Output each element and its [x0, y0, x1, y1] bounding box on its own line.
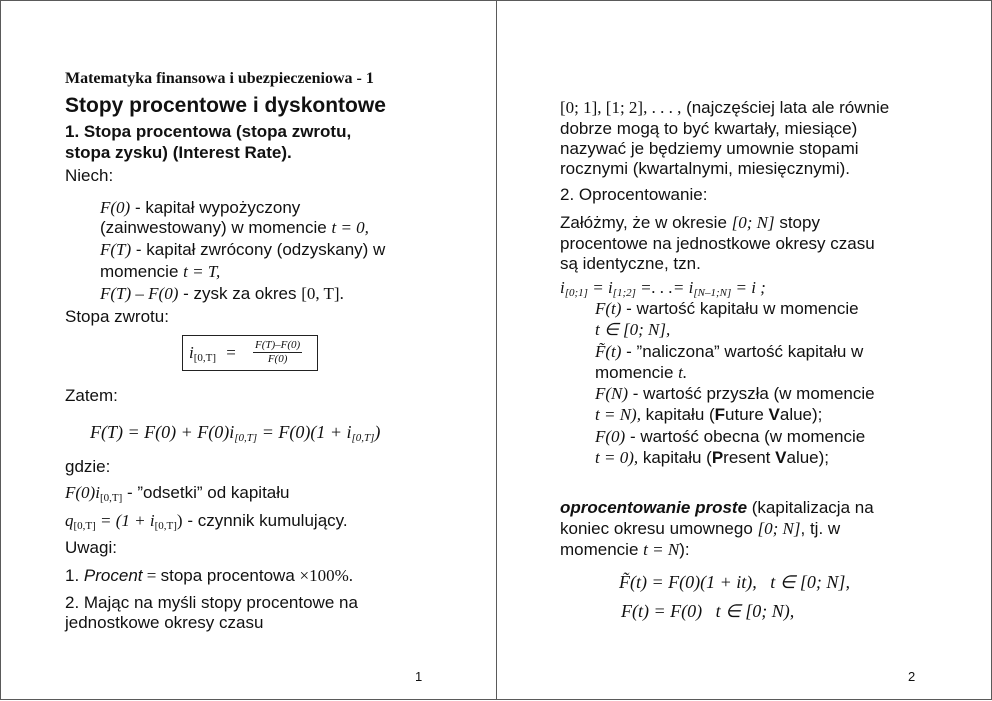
- math-expr: F(0): [100, 198, 131, 217]
- document-header: Matematyka finansowa i ubezpieczeniowa - 1: [65, 70, 374, 87]
- math-subscript: [0,T]: [73, 520, 96, 532]
- text-span: stopy: [774, 213, 820, 232]
- text-span: kapitału (: [640, 405, 715, 424]
- text-line: Stopa zwrotu:: [65, 307, 169, 326]
- document-page-2: [496, 0, 992, 700]
- text-span: (zainwestowany) w momencie: [100, 218, 332, 237]
- math-expr: = (1 + i: [95, 511, 155, 530]
- math-expr: t = T,: [183, 262, 221, 281]
- zalozmy-line: [560, 213, 820, 233]
- uwaga-1: [65, 566, 353, 586]
- text-span: 1.: [65, 566, 84, 585]
- continued-text: [560, 98, 889, 118]
- text-span: V: [768, 405, 780, 424]
- math-expr: ×100%.: [299, 566, 354, 585]
- display-formula: [90, 422, 380, 448]
- text-span: V: [775, 448, 787, 467]
- math-expr: [0; N]: [757, 519, 801, 538]
- text-span: resent: [723, 448, 776, 467]
- text-span: kapitału (: [638, 448, 712, 467]
- text-span: - wartość przyszła (w momencie: [628, 384, 875, 403]
- text-span: uture: [725, 405, 769, 424]
- text-span: P: [711, 448, 724, 467]
- text-line: gdzie:: [65, 457, 111, 476]
- math-expr: =. . .= i: [635, 278, 694, 297]
- math-expr: ): [374, 422, 381, 442]
- text-line: Zatem:: [65, 386, 118, 405]
- math-expr: F(0): [595, 427, 626, 446]
- math-expr: [0; 1], [1; 2], . . . ,: [560, 98, 682, 117]
- math-expr: = i ;: [731, 278, 766, 297]
- text-span: momencie: [560, 540, 644, 559]
- math-expr: i: [189, 343, 194, 362]
- section-heading-cont: stopa zysku) (Interest Rate).: [65, 143, 292, 162]
- fraction-numerator: F(T)–F(0): [255, 339, 301, 351]
- text-span: alue);: [779, 405, 823, 424]
- definition-f0: [100, 198, 300, 218]
- math-expr: t ∈ [0; N],: [595, 320, 671, 339]
- text-line: dobrze mogą to być kwartały, miesiące): [560, 119, 858, 138]
- math-expr: t = N),: [595, 405, 641, 424]
- text-span: momencie: [595, 363, 679, 382]
- math-expr: F(T): [100, 240, 132, 259]
- boxed-formula: [182, 335, 318, 371]
- math-expr: [0; N]: [731, 213, 775, 232]
- math-expr: F(0)i: [65, 483, 100, 502]
- text-line: procentowe na jednostkowe okresy czasu: [560, 234, 875, 253]
- text-span: - zysk za okres: [178, 284, 302, 303]
- math-expr: F(t): [595, 299, 622, 318]
- fraction-denominator: F(0): [267, 353, 288, 365]
- text-span: (kapitalizacja na: [747, 498, 874, 517]
- text-span: oprocentowanie proste: [560, 498, 748, 517]
- page-title: Stopy procentowe i dyskontowe: [65, 94, 386, 117]
- definition-fT-cont: [100, 262, 220, 282]
- text-span: Procent: [83, 566, 143, 585]
- text-span: stopa procentowa: [160, 566, 300, 585]
- proste-line-3: [560, 540, 690, 560]
- section-heading: 2. Oprocentowanie:: [560, 185, 708, 204]
- math-expr: = i: [587, 278, 613, 297]
- uwaga-2-cont: jednostkowe okresy czasu: [65, 613, 264, 632]
- math-subscript: [1;2]: [612, 287, 636, 299]
- text-span: - kapitał wypożyczony: [130, 198, 301, 217]
- text-span: - ”odsetki” od kapitału: [122, 483, 290, 502]
- section-heading: 1. Stopa procentowa (stopa zwrotu,: [65, 122, 352, 141]
- definition-fn: [595, 384, 875, 404]
- math-expr: F(N): [595, 384, 629, 403]
- display-formula-2: F(t) = F(0) t ∈ [0; N),: [621, 601, 795, 621]
- text-span: - czynnik kumulujący.: [182, 511, 348, 530]
- math-subscript: [0;1]: [564, 287, 588, 299]
- page-number: 1: [415, 669, 423, 684]
- text-span: momencie: [100, 262, 184, 281]
- definition-ftilde: [595, 342, 863, 362]
- proste-line-2: [560, 519, 840, 539]
- text-span: , tj. w: [800, 519, 841, 538]
- math-expr: [0, T].: [301, 284, 344, 303]
- text-span: ):: [679, 540, 690, 559]
- math-subscript: [0,T]: [99, 492, 123, 504]
- text-line: są identyczne, tzn.: [560, 254, 701, 273]
- math-expr: = F(0)(1 + i: [257, 422, 352, 442]
- math-expr: ): [176, 511, 183, 530]
- math-expr: F(T) – F(0): [100, 284, 179, 303]
- definition-ft: [595, 299, 859, 319]
- text-span: alue);: [786, 448, 830, 467]
- definition-f0-cont: [595, 448, 829, 468]
- text-span: (najczęściej lata ale równie: [681, 98, 890, 117]
- text-line: Niech:: [65, 166, 114, 185]
- math-expr: t = 0,: [331, 218, 369, 237]
- math-expr: t = N: [643, 540, 680, 559]
- uwaga-2: 2. Mając na myśli stopy procentowe na: [65, 593, 358, 612]
- fraction: [253, 339, 302, 366]
- math-expr: F(T) = F(0) + F(0)i: [90, 422, 235, 442]
- page-number: 2: [908, 669, 916, 684]
- definition-fT: [100, 240, 385, 260]
- definition-f0: [595, 427, 865, 447]
- text-span: Załóżmy, że w okresie: [560, 213, 732, 232]
- display-formula-1: F̃(t) = F(0)(1 + it), t ∈ [0; N],: [619, 572, 850, 592]
- text-span: - wartość obecna (w momencie: [625, 427, 866, 446]
- math-expr: q: [65, 511, 74, 530]
- math-subscript: [0,T]: [351, 432, 375, 444]
- definition-ftilde-cont: [595, 363, 687, 383]
- math-subscript: [0,T]: [154, 520, 177, 532]
- odsetki-line: [65, 483, 289, 508]
- math-eq: =: [226, 343, 236, 362]
- math-expr: i: [560, 278, 565, 297]
- text-line: Uwagi:: [65, 538, 117, 557]
- text-span: - wartość kapitału w momencie: [621, 299, 859, 318]
- text-line: rocznymi (kwartalnymi, miesięcznymi).: [560, 159, 850, 178]
- math-subscript: [0,T]: [234, 432, 258, 444]
- czynnik-line: [65, 511, 348, 536]
- math-subscript: [0,T]: [193, 352, 217, 364]
- math-expr: F̃(t): [595, 342, 622, 361]
- text-line: nazywać je będziemy umownie stopami: [560, 139, 859, 158]
- proste-line: [560, 498, 874, 518]
- text-span: F: [714, 405, 726, 424]
- text-span: - ”naliczona” wartość kapitału w: [621, 342, 864, 361]
- math-eq: =: [142, 566, 161, 585]
- definition-fn-cont: [595, 405, 822, 425]
- text-span: - kapitał zwrócony (odzyskany) w: [131, 240, 386, 259]
- text-span: koniec okresu umownego: [560, 519, 758, 538]
- math-expr: t = 0),: [595, 448, 639, 467]
- definition-f0-cont: [100, 218, 369, 238]
- math-expr: t.: [678, 363, 688, 382]
- math-subscript: [N–1;N]: [693, 287, 732, 299]
- definition-zysk: [100, 284, 344, 304]
